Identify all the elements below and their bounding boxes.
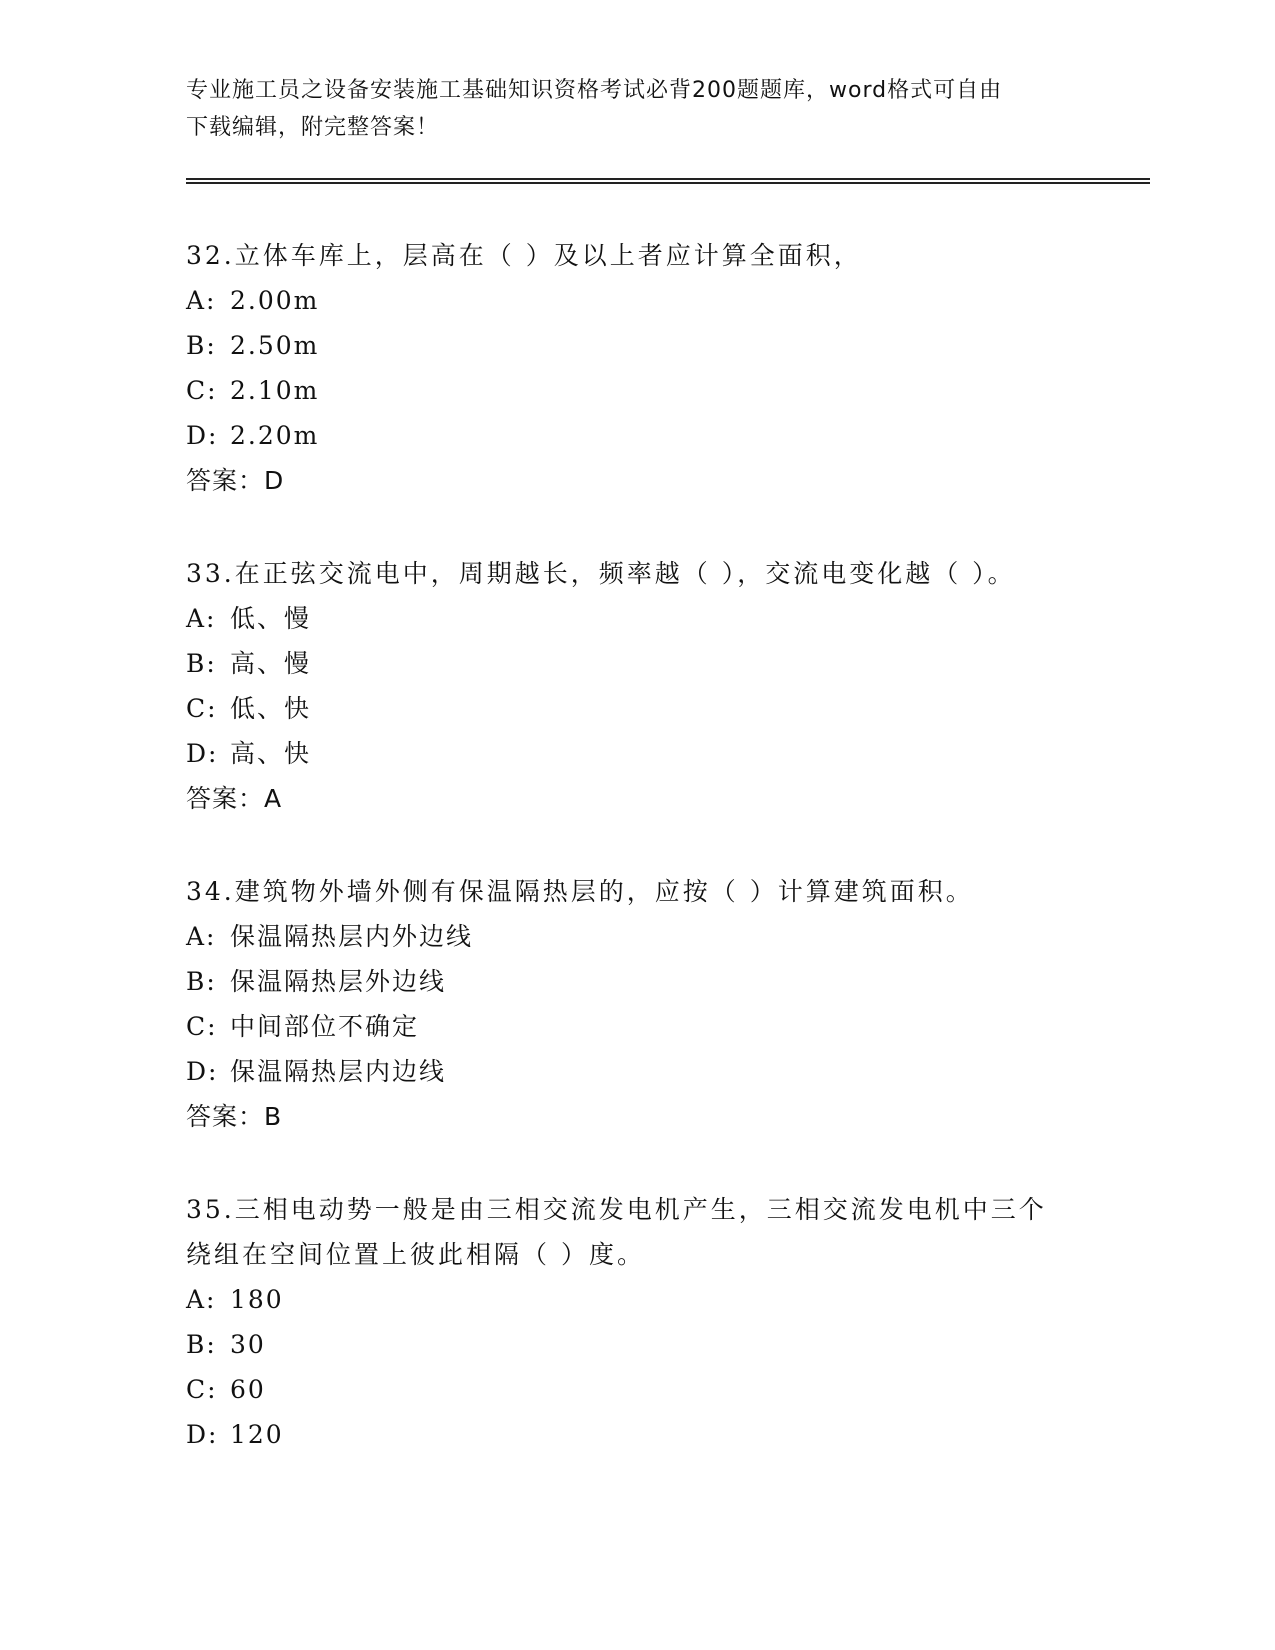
header-line-2: 下载编辑，附完整答案！ [186, 115, 440, 140]
option-d [186, 1049, 1086, 1094]
option-text: 保温隔热层内边线 [230, 1057, 447, 1086]
option-letter: B: [186, 331, 217, 360]
question-title-line-1: 35.三相电动势一般是由三相交流发电机产生，三相交流发电机中三个 [186, 1195, 1047, 1224]
option-text: 低、快 [230, 694, 312, 723]
option-letter: C: [186, 694, 218, 723]
option-d [186, 731, 1086, 776]
header-line-1: 专业施工员之设备安装施工基础知识资格考试必背200题题库，word格式可自由 [186, 78, 1003, 103]
option-text: 60 [230, 1375, 266, 1404]
question-32 [186, 233, 1086, 503]
option-letter: B: [186, 1330, 217, 1359]
question-title: 33.在正弦交流电中，周期越长，频率越（ ），交流电变化越（ ）。 [186, 559, 1016, 588]
option-letter: C: [186, 1375, 218, 1404]
option-b [186, 1322, 1086, 1367]
option-letter: A: [186, 922, 217, 951]
option-text: 高、慢 [230, 649, 312, 678]
question-title: 34.建筑物外墙外侧有保温隔热层的，应按（ ）计算建筑面积。 [186, 877, 974, 906]
question-34 [186, 869, 1086, 1139]
option-text: 中间部位不确定 [230, 1012, 420, 1041]
option-letter: D: [186, 1057, 219, 1086]
option-d [186, 413, 1086, 458]
option-letter: D: [186, 739, 219, 768]
option-b [186, 959, 1086, 1004]
question-title-line-2: 绕组在空间位置上彼此相隔（ ）度。 [186, 1240, 645, 1269]
option-letter: D: [186, 421, 219, 450]
option-a [186, 278, 1086, 323]
option-text: 2.10m [230, 376, 320, 405]
option-text: 保温隔热层外边线 [230, 967, 447, 996]
document-header [186, 72, 1066, 146]
question-35 [186, 1187, 1086, 1457]
option-text: 120 [230, 1420, 284, 1449]
option-letter: A: [186, 1285, 217, 1314]
option-c [186, 368, 1086, 413]
option-d [186, 1412, 1086, 1457]
option-letter: C: [186, 1012, 218, 1041]
option-c [186, 686, 1086, 731]
option-text: 2.50m [230, 331, 320, 360]
option-b [186, 641, 1086, 686]
option-text: 180 [230, 1285, 284, 1314]
option-b [186, 323, 1086, 368]
option-text: 2.00m [230, 286, 320, 315]
option-letter: B: [186, 967, 217, 996]
question-title: 32.立体车库上，层高在（ ）及以上者应计算全面积， [186, 241, 862, 270]
option-letter: C: [186, 376, 218, 405]
option-a [186, 596, 1086, 641]
option-text: 保温隔热层内外边线 [230, 922, 474, 951]
option-c [186, 1004, 1086, 1049]
option-text: 低、慢 [230, 604, 312, 633]
option-c [186, 1367, 1086, 1412]
option-text: 30 [230, 1330, 266, 1359]
answer: 答案：D [186, 466, 285, 495]
option-letter: A: [186, 604, 217, 633]
option-text: 高、快 [230, 739, 312, 768]
option-letter: B: [186, 649, 217, 678]
option-a [186, 914, 1086, 959]
answer: 答案：A [186, 784, 283, 813]
option-letter: D: [186, 1420, 219, 1449]
option-text: 2.20m [230, 421, 320, 450]
question-33 [186, 551, 1086, 821]
option-a [186, 1277, 1086, 1322]
answer: 答案：B [186, 1102, 283, 1131]
header-divider [186, 178, 1150, 184]
option-letter: A: [186, 286, 217, 315]
